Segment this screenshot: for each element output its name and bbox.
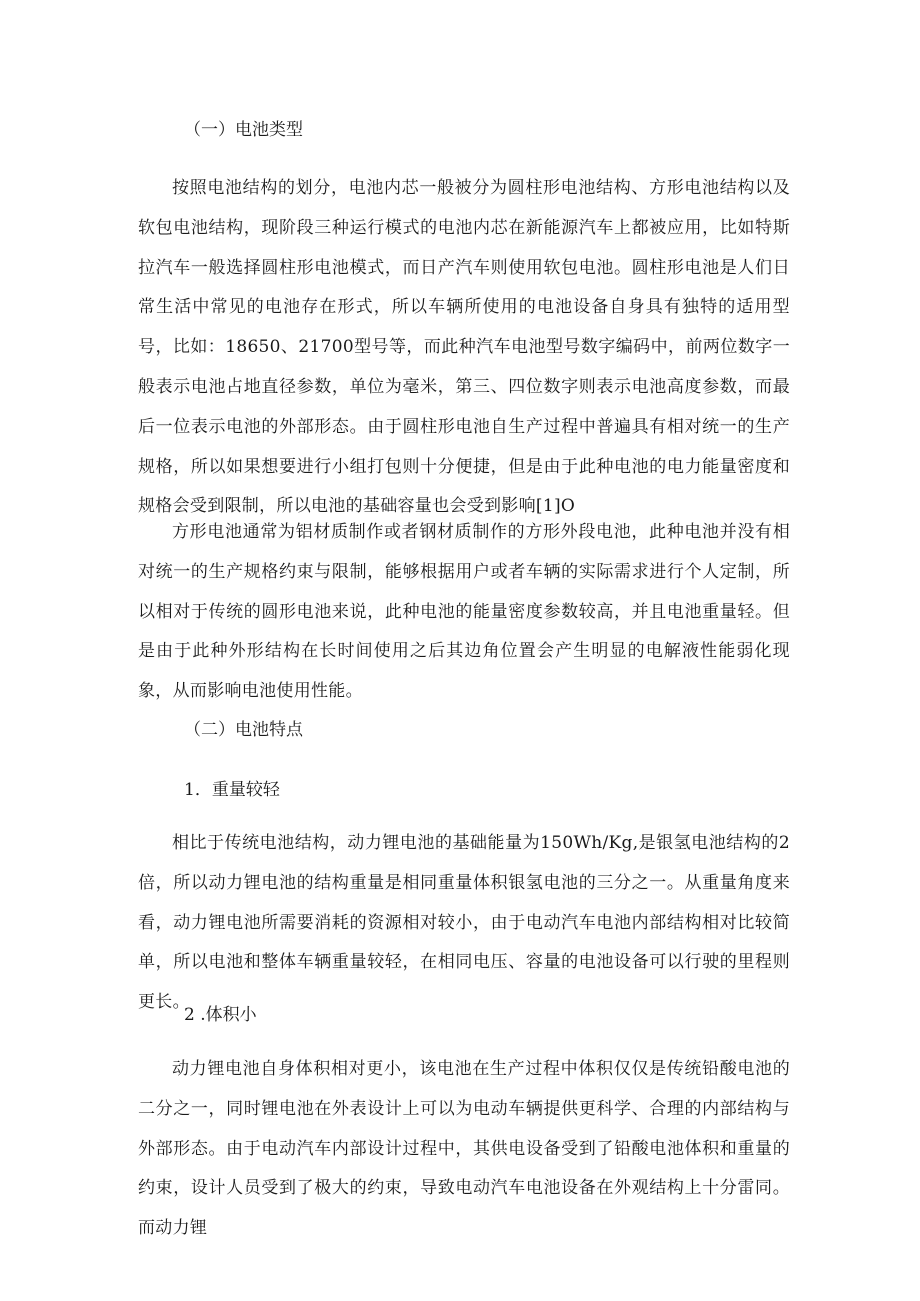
paragraph-square-battery: 方形电池通常为铝材质制作或者钢材质制作的方形外段电池，此种电池并没有相对统一的生产规格约束与限制，能够根据用户或者车辆的实际需求进行个人定制，所以相对于传统的圆形电池来说，此种电池的能量密度参数较高，并且电池重量轻。但是由于此种外形结构在长时间使用之后其边角位置会产生明显的电解液性能弱化现象，从而影响电池使用性能。 <box>138 522 790 702</box>
paragraph-small-volume: 动力锂电池自身体积相对更小，该电池在生产过程中体积仅仅是传统铅酸电池的二分之一，同时锂电池在外表设计上可以为电动车辆提供更科学、合理的内部结构与外部形态。由于电动汽车内部设计过程中，其供电设备受到了铅酸电池体积和重量的约束，设计人员受到了极大的约束，导致电动汽车电池设备在外观结构上十分雷同。而动力锂 <box>138 1059 790 1239</box>
paragraph-cylindrical-battery: 按照电池结构的划分，电池内芯一般被分为圆柱形电池结构、方形电池结构以及软包电池结构，现阶段三种运行模式的电池内芯在新能源汽车上都被应用，比如特斯拉汽车一般选择圆柱形电池模式，而日产汽车则使用软包电池。圆柱形电池是人们日常生活中常见的电池存在形式，所以车辆所使用的电池设备自身具有独特的适用型号，比如：18650、21700型号等，而此种汽车电池型号数字编码中，前两位数字一般表示电池占地直径参数，单位为毫米，第三、四位数字则表示电池高度参数，而最后一位表示电池的外部形态。由于圆柱形电池自生产过程中普遍具有相对统一的生产规格，所以如果想要进行小组打包则十分便捷，但是由于此种电池的电力能量密度和规格会受到限制，所以电池的基础容量也会受到影响[1]O <box>138 178 790 517</box>
subheading-small-volume: 2 .体积小 <box>184 1005 257 1025</box>
section-heading-battery-types: （一）电池类型 <box>184 120 303 140</box>
subheading-lightweight: 1．重量较轻 <box>184 780 280 800</box>
section-heading-battery-features: （二）电池特点 <box>184 720 303 740</box>
paragraph-lightweight: 相比于传统电池结构，动力锂电池的基础能量为150Wh/Kg,是银氢电池结构的2倍，所以动力锂电池的结构重量是相同重量体积银氢电池的三分之一。从重量角度来看，动力锂电池所需要消耗的资源相对较小，由于电动汽车电池内部结构相对比较简单，所以电池和整体车辆重量较轻，在相同电压、容量的电池设备可以行驶的里程则更长。 <box>138 833 790 1013</box>
